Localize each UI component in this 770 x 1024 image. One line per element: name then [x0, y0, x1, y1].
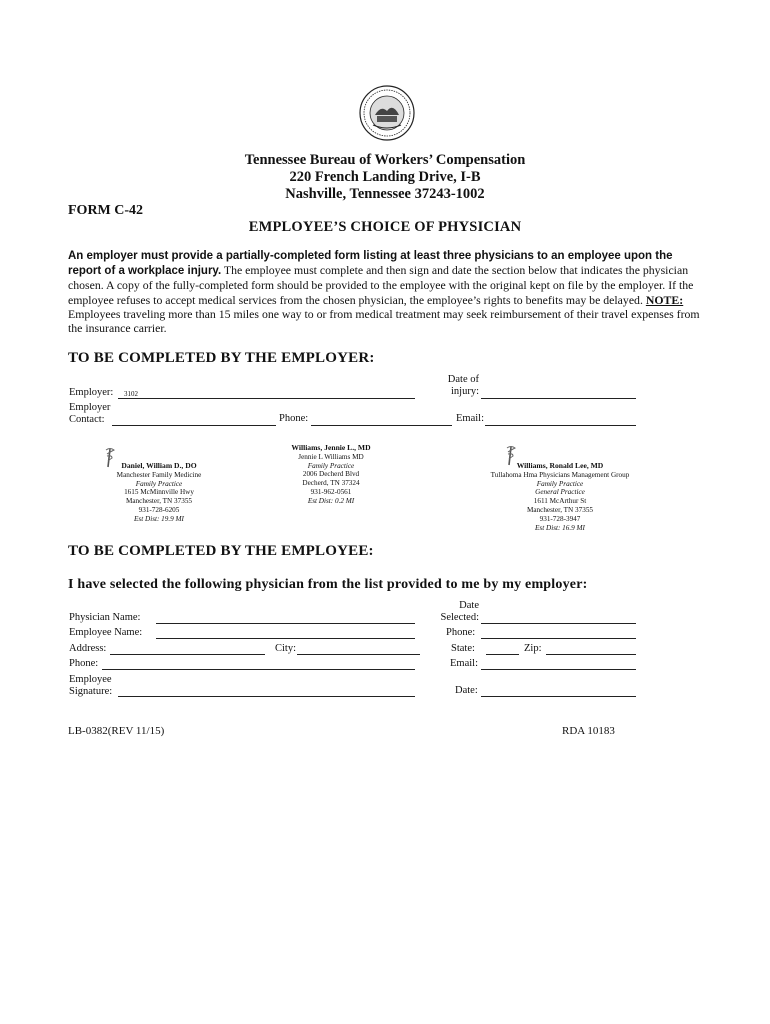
form-number: FORM C-42	[68, 203, 144, 218]
employer-contact-label: Employer Contact:	[69, 402, 111, 425]
state-field[interactable]	[486, 654, 519, 655]
physician-option-2[interactable]: Williams, Jennie L., MD Jennie L Williams MD Family Practice 2006 Decherd Blvd Decherd, TN 37324 931-962-0561 Est Dist: 0.2 MI	[291, 443, 371, 505]
city-label: City:	[275, 643, 297, 654]
employee-phone-field[interactable]	[481, 638, 636, 639]
bureau-address: 220 French Landing Drive, I-B	[289, 169, 481, 185]
phone-label: Phone:	[69, 658, 99, 669]
physician-option-1[interactable]: Daniel, William D., DO Manchester Family Medicine Family Practice 1615 McMinnville Hwy Manchester, TN 37355 931-728-6205 Est Dist: 19.9 MI	[116, 461, 202, 523]
address-label: Address:	[69, 643, 107, 654]
intro-text-1: The employee must complete and then sign and date the section below that indicates the physician chosen. A copy of the fully-completed form should be provided to the employee with the original kept on file by the employer. If the employee refuses to accept medical services from the chosen physician, the employee’s rights to benefits may be delayed.	[68, 263, 694, 307]
city-field[interactable]	[297, 654, 420, 655]
email-field[interactable]	[481, 669, 636, 670]
employee-section-heading: TO BE COMPLETED BY THE EMPLOYEE:	[68, 543, 374, 559]
employee-name-label: Employee Name:	[69, 627, 143, 638]
employer-email-label: Email:	[456, 413, 484, 424]
date-field[interactable]	[481, 696, 636, 697]
physician-name-field[interactable]	[156, 623, 415, 624]
employer-phone-label: Phone:	[279, 413, 309, 424]
date-selected-label: Date Selected:	[440, 600, 479, 623]
zip-field[interactable]	[546, 654, 636, 655]
email-label: Email:	[450, 658, 478, 669]
intro-bold: An employer must provide a partially-completed form listing at least three physicians to an employee upon the report of a workplace injury.	[68, 250, 673, 278]
bureau-city: Nashville, Tennessee 37243-1002	[285, 186, 485, 202]
employer-label: Employer:	[69, 387, 114, 398]
rda-number: RDA 10183	[562, 725, 615, 737]
date-label: Date:	[455, 685, 478, 696]
employer-email-field[interactable]	[485, 425, 636, 426]
form-title: EMPLOYEE’S CHOICE OF PHYSICIAN	[248, 219, 522, 235]
address-field[interactable]	[110, 654, 265, 655]
form-revision: LB-0382(REV 11/15)	[68, 725, 165, 737]
note-label: NOTE:	[645, 292, 684, 307]
state-label: State:	[451, 643, 475, 654]
intro-text-2: Employees traveling more than 15 miles one way to or from medical treatment may seek reimbursement of their travel expenses from the insurance carrier.	[68, 306, 700, 336]
employee-name-field[interactable]	[156, 638, 415, 639]
employer-value: 3102	[124, 390, 138, 398]
bureau-name: Tennessee Bureau of Workers’ Compensation	[244, 152, 526, 168]
employer-section-heading: TO BE COMPLETED BY THE EMPLOYER:	[68, 350, 375, 366]
physician-option-3[interactable]: Williams, Ronald Lee, MD Tullahoma Hma Physicians Management Group Family Practice General Practice 1611 McArthur St Manchester, TN 37355 931-728-3947 Est Dist: 16.9 MI	[490, 461, 630, 532]
date-selected-field[interactable]	[481, 623, 636, 624]
employer-contact-field[interactable]	[112, 425, 276, 426]
selection-statement: I have selected the following physician from the list provided to me by my employer:	[68, 577, 588, 592]
employee-phone-label: Phone:	[446, 627, 476, 638]
signature-field[interactable]	[118, 696, 415, 697]
intro-paragraph	[68, 248, 708, 335]
employer-field[interactable]	[118, 398, 415, 399]
physician-name-label: Physician Name:	[69, 612, 141, 623]
state-seal-logo	[359, 85, 415, 141]
signature-label: Employee Signature:	[69, 674, 113, 697]
employer-phone-field[interactable]	[311, 425, 452, 426]
phone-field[interactable]	[102, 669, 415, 670]
zip-label: Zip:	[524, 643, 542, 654]
date-of-injury-field[interactable]	[481, 398, 636, 399]
date-of-injury-label: Date of injury:	[447, 374, 479, 397]
